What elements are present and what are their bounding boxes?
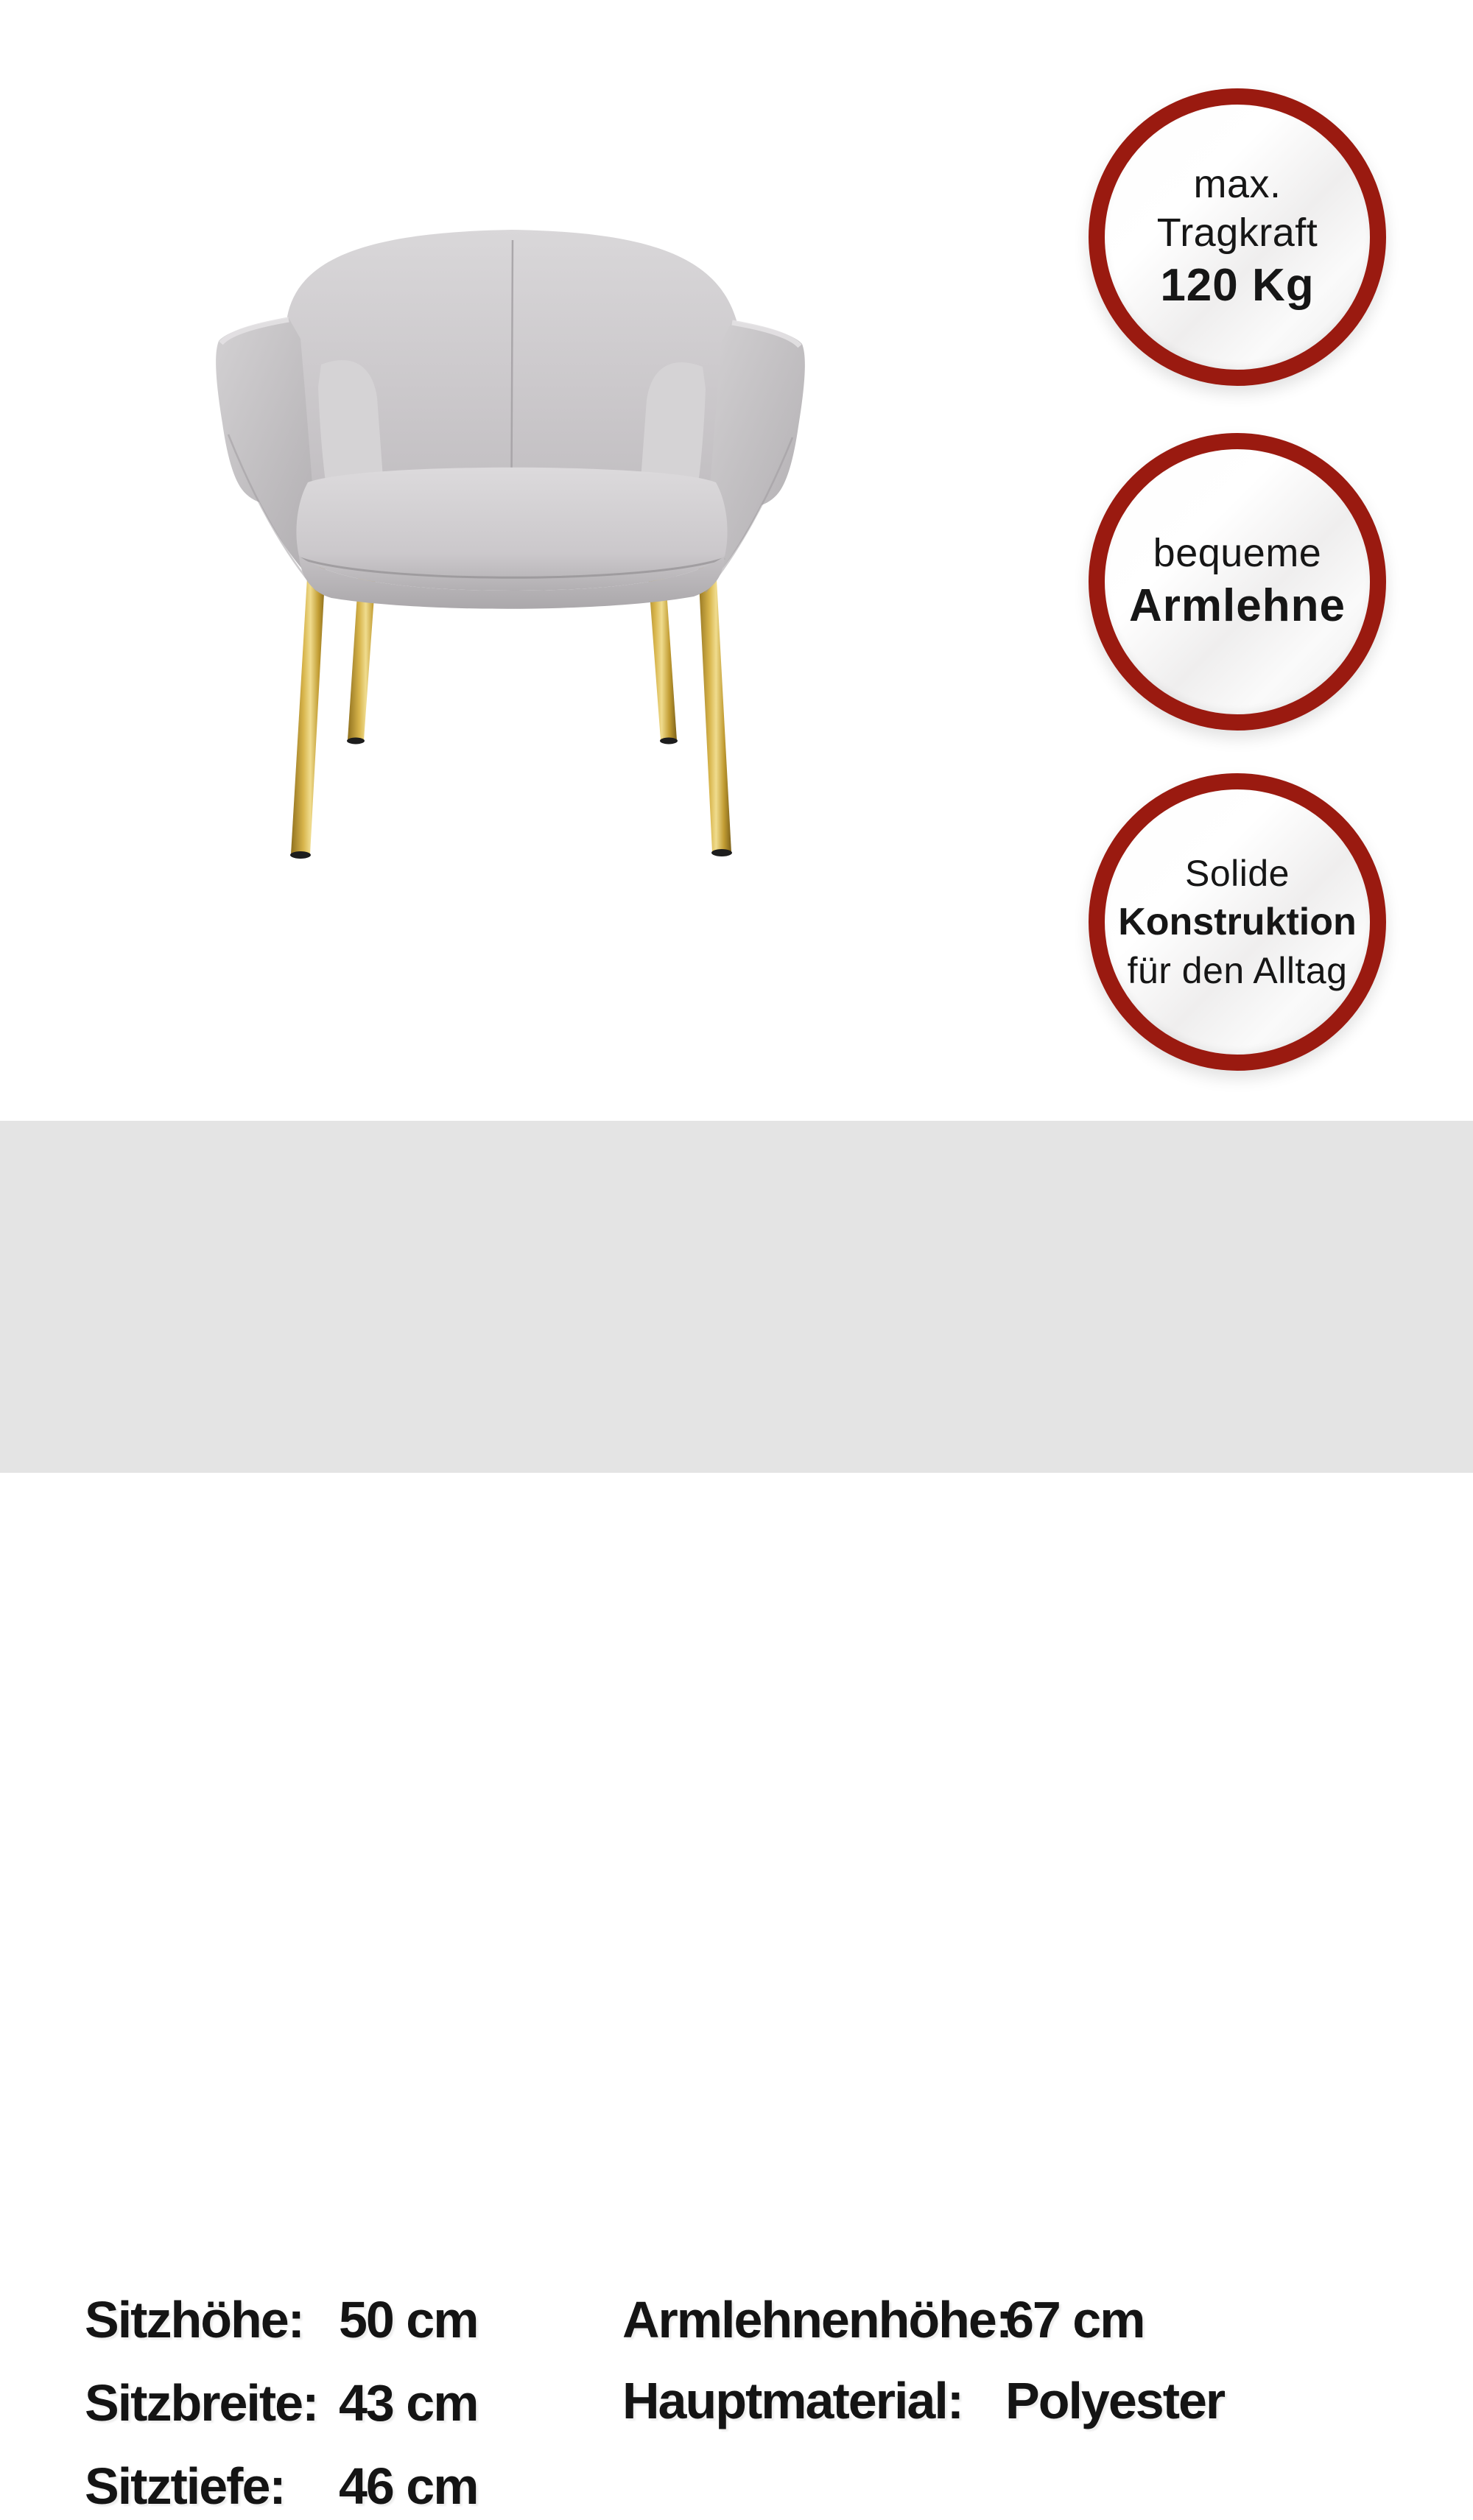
badge-line: Konstruktion bbox=[1118, 901, 1357, 943]
chair-seat-cushion bbox=[296, 468, 727, 591]
feature-badge-construction bbox=[1089, 773, 1386, 1071]
spec-row-sitztiefe bbox=[85, 2452, 477, 2520]
spec-row-sitzhoehe bbox=[85, 2286, 477, 2354]
spec-value: 50 cm bbox=[339, 2291, 478, 2348]
chair-foot-cap bbox=[660, 738, 678, 745]
spec-value: 46 cm bbox=[339, 2457, 478, 2515]
product-photo-chair bbox=[206, 214, 818, 869]
chair-leg-front-left bbox=[291, 552, 326, 854]
spec-row-sitzbreite bbox=[85, 2369, 477, 2437]
chair-foot-cap bbox=[347, 738, 365, 745]
badge-line: für den Alltag bbox=[1127, 950, 1348, 991]
chair-illustration bbox=[206, 214, 818, 869]
spec-value: Polyester bbox=[1005, 2372, 1225, 2429]
badge-line: Tragkraft bbox=[1156, 211, 1318, 255]
badge-line: bequeme bbox=[1153, 531, 1322, 575]
badge-line: Armlehne bbox=[1129, 580, 1346, 631]
badge-line: Solide bbox=[1185, 853, 1290, 894]
spec-label: Sitzhöhe: bbox=[85, 2291, 303, 2348]
spec-value: 43 cm bbox=[339, 2374, 478, 2432]
spec-label: Hauptmaterial: bbox=[622, 2372, 963, 2429]
chair-leg-front-right bbox=[697, 552, 731, 852]
spec-panel bbox=[0, 1121, 1473, 2515]
feature-badge-armrest bbox=[1089, 433, 1386, 731]
spec-label: Sitztiefe: bbox=[85, 2457, 285, 2515]
chair-foot-cap bbox=[290, 851, 311, 859]
badge-line: max. bbox=[1193, 162, 1282, 206]
spec-label: Sitzbreite: bbox=[85, 2374, 318, 2432]
spec-value: 67 cm bbox=[1005, 2291, 1145, 2348]
spec-row-armlehnenhoehe bbox=[622, 2286, 1144, 2354]
spec-label: Armlehnenhöhe: bbox=[622, 2291, 1012, 2348]
spec-row-hauptmaterial bbox=[622, 2367, 1224, 2435]
chair-foot-cap bbox=[711, 849, 732, 856]
badge-line: 120 Kg bbox=[1160, 260, 1315, 311]
feature-badge-max-load bbox=[1089, 88, 1386, 386]
